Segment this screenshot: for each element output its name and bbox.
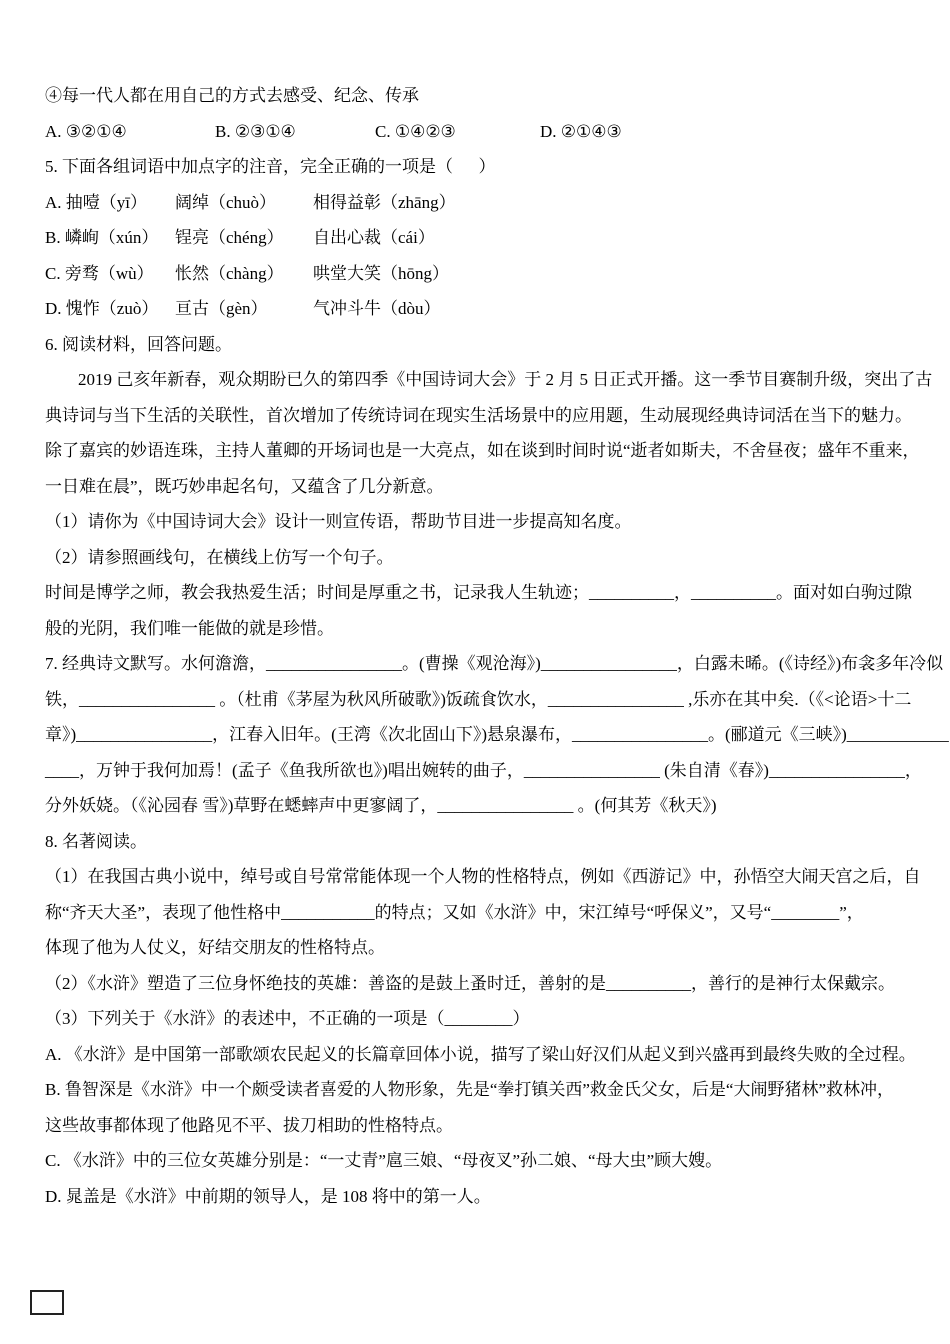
question-5-option-a-row bbox=[45, 185, 908, 221]
page-footer-anchor-box bbox=[30, 1290, 64, 1315]
question-4-options-row bbox=[45, 114, 908, 150]
question-7-dictation-line-5: 分外妖娆。（《沁园春 雪》)草野在蟋蟀声中更寥阔了，________________ 。(何其芳《秋天》) bbox=[45, 796, 717, 815]
question-6-subquestion-1: （1）请你为《中国诗词大会》设计一则宣传语，帮助节目进一步提高知名度。 bbox=[45, 512, 632, 531]
q5a-word-1: A. 抽噎（yī） bbox=[45, 192, 147, 212]
question-5-option-c-row bbox=[45, 256, 908, 292]
question-8-sub2: （2）《水浒》塑造了三位身怀绝技的英雄：善盗的是鼓上蚤时迁，善射的是__________，善行的是神行太保戴宗。 bbox=[45, 973, 895, 993]
question-6-passage-line-3: 除了嘉宾的妙语连珠，主持人董卿的开场词也是一大亮点，如在谈到时间时说“逝者如斯夫，不舍昼夜；盛年不重来， bbox=[45, 441, 920, 460]
q5b-word-2: 锃亮（chéng） bbox=[175, 228, 284, 247]
question-7-dictation-line-4: ____，万钟于我何加焉！(孟子《鱼我所欲也》)唱出婉转的曲子，________________ (朱自清《春》)________________， bbox=[45, 760, 922, 780]
question-5-option-d-row bbox=[45, 291, 908, 327]
question-6-passage-line-2: 典诗词与当下生活的关联性，首次增加了传统诗词在现实生活场景中的应用题，生动展现经典诗词活在当下的魅力。 bbox=[45, 405, 912, 425]
question-7-dictation-line-1: 7. 经典诗文默写。水何澹澹，________________。(曹操《观沧海》)________________，白露未晞。(《诗经》)布衾多年冷似 bbox=[45, 654, 944, 673]
q5b-word-3: 自出心裁（cái） bbox=[313, 228, 435, 247]
question-8-sub1-line-1: （1）在我国古典小说中，绰号或自号常常能体现一个人物的性格特点，例如《西游记》中，孙悟空大闹天宫之后，自 bbox=[45, 867, 921, 886]
question-6-subquestion-2: （2）请参照画线句，在横线上仿写一个句子。 bbox=[45, 547, 394, 567]
q5c-word-1: C. 旁骛（wù） bbox=[45, 263, 154, 283]
question-7-dictation-line-2: 铁，________________ 。（杜甫《茅屋为秋风所破歌》)饭疏食饮水，________________ ,乐亦在其中矣.（《<论语>十二 bbox=[45, 689, 912, 709]
question-4-option-d: D. ②①④③ bbox=[540, 121, 622, 141]
question-6-passage-line-4: 一日难在晨”，既巧妙串起名句，又蕴含了几分新意。 bbox=[45, 476, 444, 496]
q5d-word-1: D. 愧怍（zuò） bbox=[45, 299, 159, 318]
q5c-word-2: 怅然（chàng） bbox=[175, 263, 284, 283]
question-5-option-b-row bbox=[45, 220, 908, 256]
q5b-word-1: B. 嶙峋（xún） bbox=[45, 228, 159, 247]
q5a-word-2: 阔绰（chuò） bbox=[175, 192, 277, 212]
question-8-option-c: C. 《水浒》中的三位女英雄分别是：“一丈青”扈三娘、“母夜叉”孙二娘、“母大虫”顾大嫂。 bbox=[45, 1151, 723, 1170]
question-8-sub1-line-3: 体现了他为人仗义，好结交朋友的性格特点。 bbox=[45, 938, 385, 957]
question-6-passage-line-1: 2019 己亥年新春，观众期盼已久的第四季《中国诗词大会》于 2 月 5 日正式开播。这一季节目赛制升级，突出了古 bbox=[78, 370, 933, 389]
question-8-option-a: A. 《水浒》是中国第一部歌颂农民起义的长篇章回体小说，描写了梁山好汉们从起义到兴盛再到最终失败的全过程。 bbox=[45, 1044, 916, 1064]
question-8-sub1-line-2: 称“齐天大圣”，表现了他性格中___________的特点；又如《水浒》中，宋江绰号“呼保义”，又号“________”， bbox=[45, 902, 864, 922]
q5a-word-3: 相得益彰（zhāng） bbox=[313, 192, 456, 212]
question-6-stem: 6. 阅读材料，回答问题。 bbox=[45, 334, 232, 354]
question-6-imitation-line-1: 时间是博学之师，教会我热爱生活；时间是厚重之书，记录我人生轨迹；__________，__________。面对如白驹过隙 bbox=[45, 583, 912, 602]
q5d-word-2: 亘古（gèn） bbox=[175, 299, 268, 318]
question-8-stem: 8. 名著阅读。 bbox=[45, 831, 147, 851]
q5d-word-3: 气冲斗牛（dòu） bbox=[313, 299, 441, 318]
question-7-dictation-line-3: 章》)________________，江春入旧年。(王湾《次北固山下》)悬泉瀑布，________________。(郦道元《三峡》)____________ bbox=[45, 725, 949, 744]
question-4-option-c: C. ①④②③ bbox=[375, 121, 456, 141]
question-8-option-d: D. 晁盖是《水浒》中前期的领导人，是 108 将中的第一人。 bbox=[45, 1186, 491, 1206]
question-5-stem: 5. 下面各组词语中加点字的注音，完全正确的一项是（ ） bbox=[45, 157, 496, 176]
question-8-option-b-line-2: 这些故事都体现了他路见不平、拔刀相助的性格特点。 bbox=[45, 1115, 453, 1135]
question-4-option-b: B. ②③①④ bbox=[215, 121, 296, 141]
question-8-option-b-line-1: B. 鲁智深是《水浒》中一个颇受读者喜爱的人物形象，先是“拳打镇关西”救金氏父女，后是“大闹野猪林”救林冲， bbox=[45, 1080, 895, 1099]
question-4-option-a: A. ③②①④ bbox=[45, 121, 127, 141]
q5c-word-3: 哄堂大笑（hōng） bbox=[313, 263, 449, 283]
question-4-item-4: ④每一代人都在用自己的方式去感受、纪念、传承 bbox=[45, 86, 419, 105]
question-6-imitation-line-2: 般的光阴，我们唯一能做的就是珍惜。 bbox=[45, 618, 334, 638]
question-8-sub3: （3）下列关于《水浒》的表述中，不正确的一项是（________） bbox=[45, 1009, 530, 1028]
